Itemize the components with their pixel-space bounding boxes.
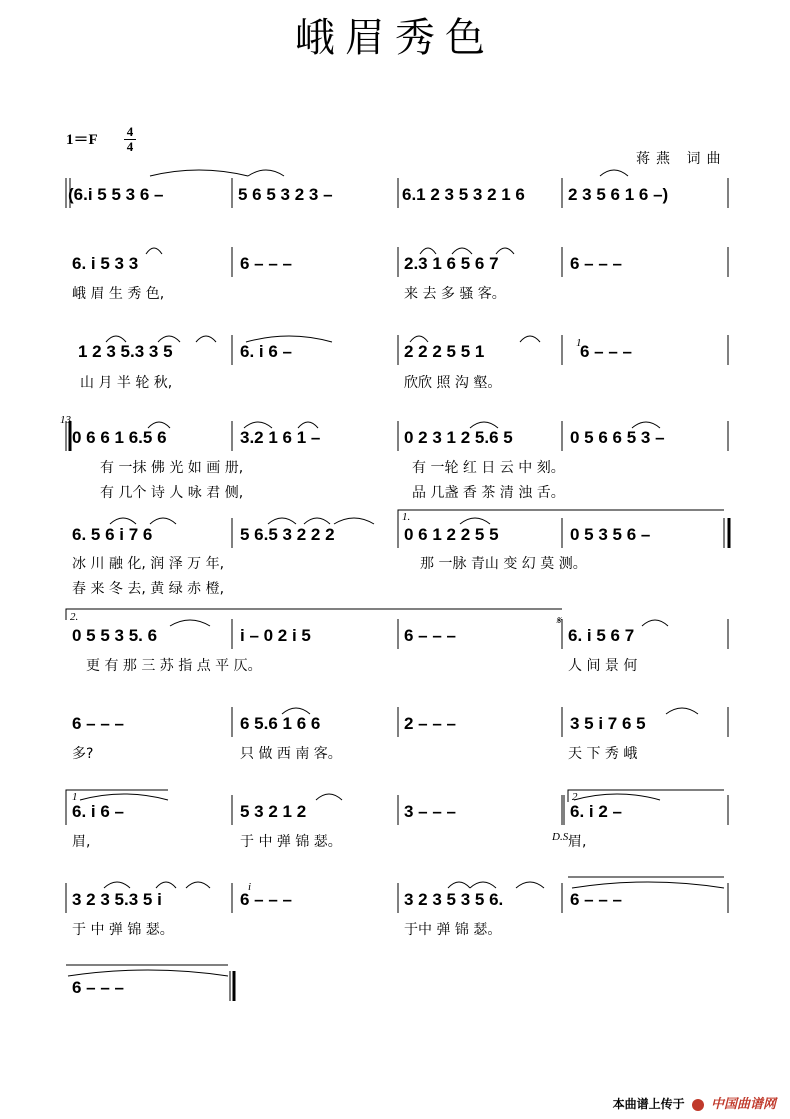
lyric-line: 于 中 弹 锦 瑟。 [240, 834, 342, 850]
slur [516, 882, 544, 888]
notation-measure-group: 2 – – – [404, 714, 456, 733]
notation-measure-group: 6. i 2 – [570, 802, 622, 821]
slur [470, 882, 496, 888]
slur [496, 248, 514, 254]
notation-measure-group: 1 2 3 5.3 3 5 [78, 342, 173, 361]
notation-measure-group: 2 2 2 5 5 1 [404, 342, 485, 361]
volta-label: 1. [402, 511, 411, 523]
slur [268, 518, 296, 524]
notation-measure-group: 6 – – – [580, 342, 632, 361]
notation-measure-group: 5 6 5 3 2 3 – [238, 185, 333, 204]
ending-label: 2 [572, 791, 578, 803]
notation-measure-group: 6 – – – [240, 254, 292, 273]
lyric-line: 只 做 西 南 客。 [240, 746, 342, 762]
time-signature-bottom: 4 [124, 139, 136, 154]
lyric-line: 冰 川 融 化, 润 泽 万 年, [72, 556, 225, 572]
lyric-line: 于中 弹 锦 瑟。 [404, 922, 502, 938]
notation-measure-group: 3 – – – [404, 802, 456, 821]
volta-bracket [398, 510, 724, 520]
lyric-line: 于 中 弹 锦 瑟。 [72, 922, 174, 938]
lyric-line: 那 一脉 青山 变 幻 莫 测。 [420, 556, 587, 572]
slur [186, 882, 210, 888]
notation-measure-group: 6. i 5 3 3 [72, 254, 139, 273]
notation-measure-group: 2 3 5 6 1 6 –) [568, 185, 669, 204]
grace-note: i [248, 881, 252, 893]
slur [156, 882, 176, 888]
notation-measure-group: 0 6 1 2 2 5 5 [404, 525, 499, 544]
lyric-line: 眉, [72, 834, 91, 850]
slur [334, 518, 374, 524]
footer-credit [613, 1093, 776, 1112]
notation-measure-group: 2.3 1 6 5 6 7 [404, 254, 499, 273]
notation-measure-group: 6 – – – [570, 890, 622, 909]
notation-measure-group: 6 – – – [72, 978, 124, 997]
slur [666, 708, 698, 714]
author-credit: 蒋燕 词曲 [636, 151, 727, 167]
notation-measure-group: 6. 5 6 i 7 6 [72, 525, 153, 544]
slur [572, 882, 724, 888]
notation-measure-group: 6. i 5 6 7 [568, 626, 635, 645]
slur [150, 518, 176, 524]
lyric-line: 有 一轮 红 日 云 中 刻。 [412, 460, 565, 476]
slur [68, 970, 228, 976]
slur [248, 170, 284, 176]
lyric-line: 来 去 多 骚 客。 [404, 286, 506, 302]
slur [110, 518, 136, 524]
key-signature: 1＝F [66, 132, 98, 148]
slur [448, 882, 470, 888]
volta-bracket [66, 609, 562, 620]
grace-note: 1 [576, 337, 582, 349]
segno-mark: 𝄋 [556, 615, 561, 627]
notation-measure-group: 0 2 3 1 2 5.6 5 [404, 428, 513, 447]
lyric-line: 品 几盏 香 茶 清 浊 舌。 [412, 485, 565, 501]
ending-label: 1 [72, 791, 78, 803]
lyric-line: 有 一抹 佛 光 如 画 册, [100, 460, 244, 476]
notation-measure-group: 0 6 6 1 6.5 6 [72, 428, 167, 447]
lyric-line: 眉, [568, 834, 587, 850]
notation-measure-group: 5 6.5 3 2 2 2 [240, 525, 335, 544]
notation-measure-group: 6 – – – [570, 254, 622, 273]
lyric-line: 人 间 景 何 [568, 658, 638, 674]
lyric-line: 有 几个 诗 人 咏 君 侧, [100, 485, 244, 501]
notation-measure-group: 6. i 6 – [72, 802, 124, 821]
notation-measure-group: 3 2 3 5 3 5 6. [404, 890, 504, 909]
notation-measure-group: 0 5 5 3 5. 6 [72, 626, 158, 645]
footer-brand: 中国曲谱网 [710, 1097, 776, 1112]
lyric-line: 春 来 冬 去, 黄 绿 赤 橙, [72, 581, 225, 597]
dal-segno-mark: D.S. [552, 831, 571, 843]
notation-measure-group: 3.2 1 6 1 – [240, 428, 321, 447]
notation-measure-group: 6 – – – [404, 626, 456, 645]
slur [150, 170, 248, 176]
time-signature-top: 4 [126, 124, 134, 139]
slur [520, 336, 540, 342]
volta-label: 2. [70, 611, 79, 623]
slur [196, 336, 216, 342]
slur [304, 518, 330, 524]
footer-prefix: 本曲谱上传于 [612, 1097, 685, 1111]
slur [574, 794, 660, 800]
notation-measure-group: 0 5 3 5 6 – [570, 525, 651, 544]
lyric-line: 山 月 半 轮 秋, [80, 375, 173, 391]
notation-measure-group: 6 – – – [72, 714, 124, 733]
slur [104, 882, 130, 888]
notation-measure-group: 3 5 i 7 6 5 [570, 714, 646, 733]
lyric-line: 欣欣 照 沟 壑。 [404, 375, 502, 391]
lyric-line: 多? [72, 746, 94, 762]
slur [600, 170, 628, 176]
notation-measure-group: 5 3 2 1 2 [240, 802, 307, 821]
notation-measure-group: 6.1 2 3 5 3 2 1 6 [402, 185, 525, 204]
notation-measure-group: 3 2 3 5.3 5 i [72, 890, 162, 909]
slur [316, 794, 342, 800]
lyric-line: 峨 眉 生 秀 色, [72, 286, 165, 302]
notation-measure-group: 6 – – – [240, 890, 292, 909]
song-title: 峨眉秀色 [295, 15, 495, 61]
ending-bracket [66, 790, 168, 802]
slur [146, 248, 162, 254]
notation-measure-group: 0 5 6 6 5 3 – [570, 428, 665, 447]
slur [170, 620, 210, 626]
slur [460, 518, 490, 524]
measure-number: 13 [60, 414, 71, 426]
site-logo-icon [692, 1099, 704, 1111]
slur [80, 794, 168, 800]
notation-measure-group: i – 0 2 i 5 [240, 626, 311, 645]
lyric-line: 更 有 那 三 苏 指 点 平 仄。 [86, 658, 262, 674]
notation-measure-group: (6.i 5 5 3 6 – [68, 185, 164, 204]
lyric-line: 天 下 秀 峨 [568, 746, 638, 762]
slur [642, 620, 668, 626]
notation-measure-group: 6. i 6 – [240, 342, 292, 361]
notation-measure-group: 6 5.6 1 6 6 [240, 714, 321, 733]
